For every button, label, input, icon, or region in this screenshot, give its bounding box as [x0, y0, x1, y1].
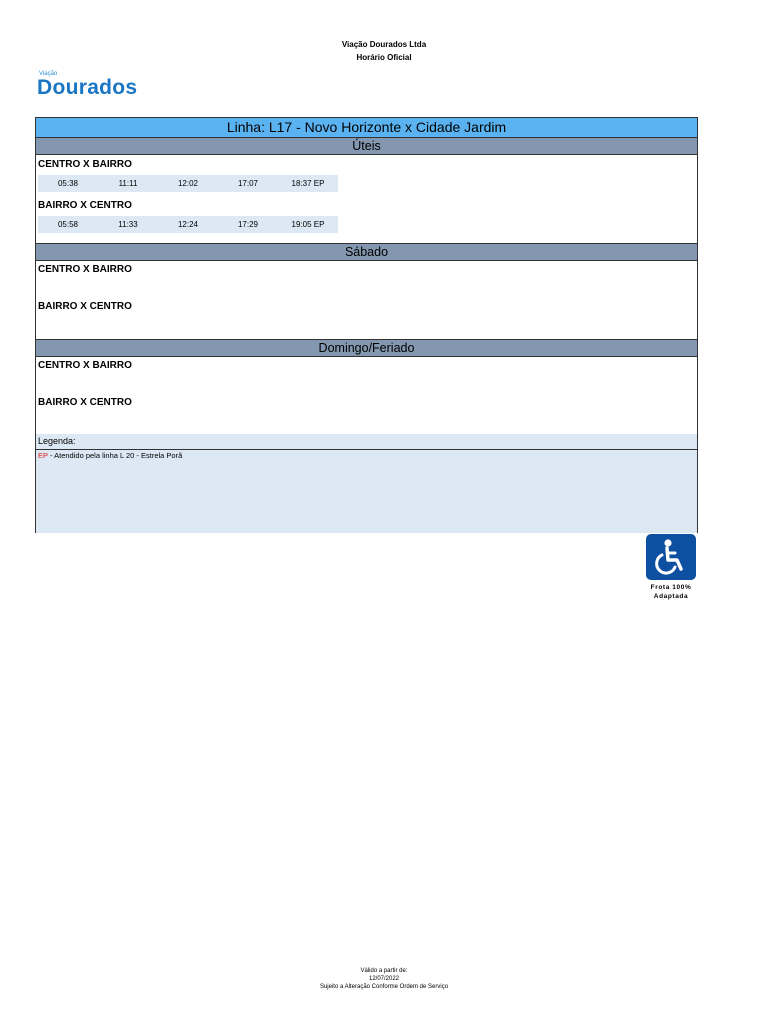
footer-date: 12/07/2022 — [368, 976, 400, 982]
legend-box — [36, 449, 697, 533]
legend-description: - Atendido pela linha L 20 - Estrela Porã — [47, 451, 183, 460]
section-header-sabado: Sábado — [36, 243, 697, 261]
time-cell: 17:29 — [237, 220, 259, 229]
time-cell: 12:02 — [177, 179, 199, 188]
route-label-sabado-bairro-centro: BAIRRO X CENTRO — [38, 301, 132, 312]
accessibility-line2: Adaptada — [653, 593, 689, 600]
logo-small-text: Viação — [39, 71, 58, 77]
validity-footer — [0, 967, 768, 991]
company-logo — [37, 71, 137, 98]
route-label-uteis-centro-bairro: CENTRO X BAIRRO — [38, 159, 132, 170]
time-cell: 17:07 — [237, 179, 259, 188]
company-name: Viação Dourados Ltda — [341, 40, 427, 49]
section-header-domingo: Domingo/Feriado — [36, 339, 697, 357]
time-cell: 11:33 — [118, 220, 138, 229]
time-cell: 19:05 EP — [291, 220, 325, 229]
legend-title: Legenda: — [36, 434, 697, 449]
time-cell: 05:38 — [57, 179, 79, 188]
logo-main-text: Dourados — [37, 76, 138, 99]
section-header-uteis: Úteis — [36, 137, 697, 155]
time-cell: 12:24 — [177, 220, 199, 229]
route-label-domingo-bairro-centro: BAIRRO X CENTRO — [38, 397, 132, 408]
schedule-subtitle: Horário Oficial — [356, 53, 412, 62]
time-cell: 05:58 — [57, 220, 79, 229]
route-label-sabado-centro-bairro: CENTRO X BAIRRO — [38, 264, 132, 275]
time-cell: 18:37 EP — [291, 179, 325, 188]
route-label-domingo-centro-bairro: CENTRO X BAIRRO — [38, 360, 132, 371]
wheelchair-icon — [646, 534, 696, 580]
schedule-table — [35, 117, 698, 533]
route-label-uteis-bairro-centro: BAIRRO X CENTRO — [38, 200, 132, 211]
company-header — [0, 38, 768, 64]
times-row-uteis-bairro-centro — [38, 216, 338, 233]
accessibility-line1: Frota 100% — [650, 584, 692, 591]
line-title: Linha: L17 - Novo Horizonte x Cidade Jardim — [36, 118, 697, 138]
time-cell: 11:11 — [118, 179, 138, 188]
legend-code: EP — [38, 451, 48, 460]
times-row-uteis-centro-bairro — [38, 175, 338, 192]
accessibility-caption — [638, 583, 704, 601]
footer-note: Sujeito a Alteração Conforme Ordem de Serviço — [319, 984, 449, 990]
footer-valid-from: Válido a partir de: — [360, 968, 408, 974]
